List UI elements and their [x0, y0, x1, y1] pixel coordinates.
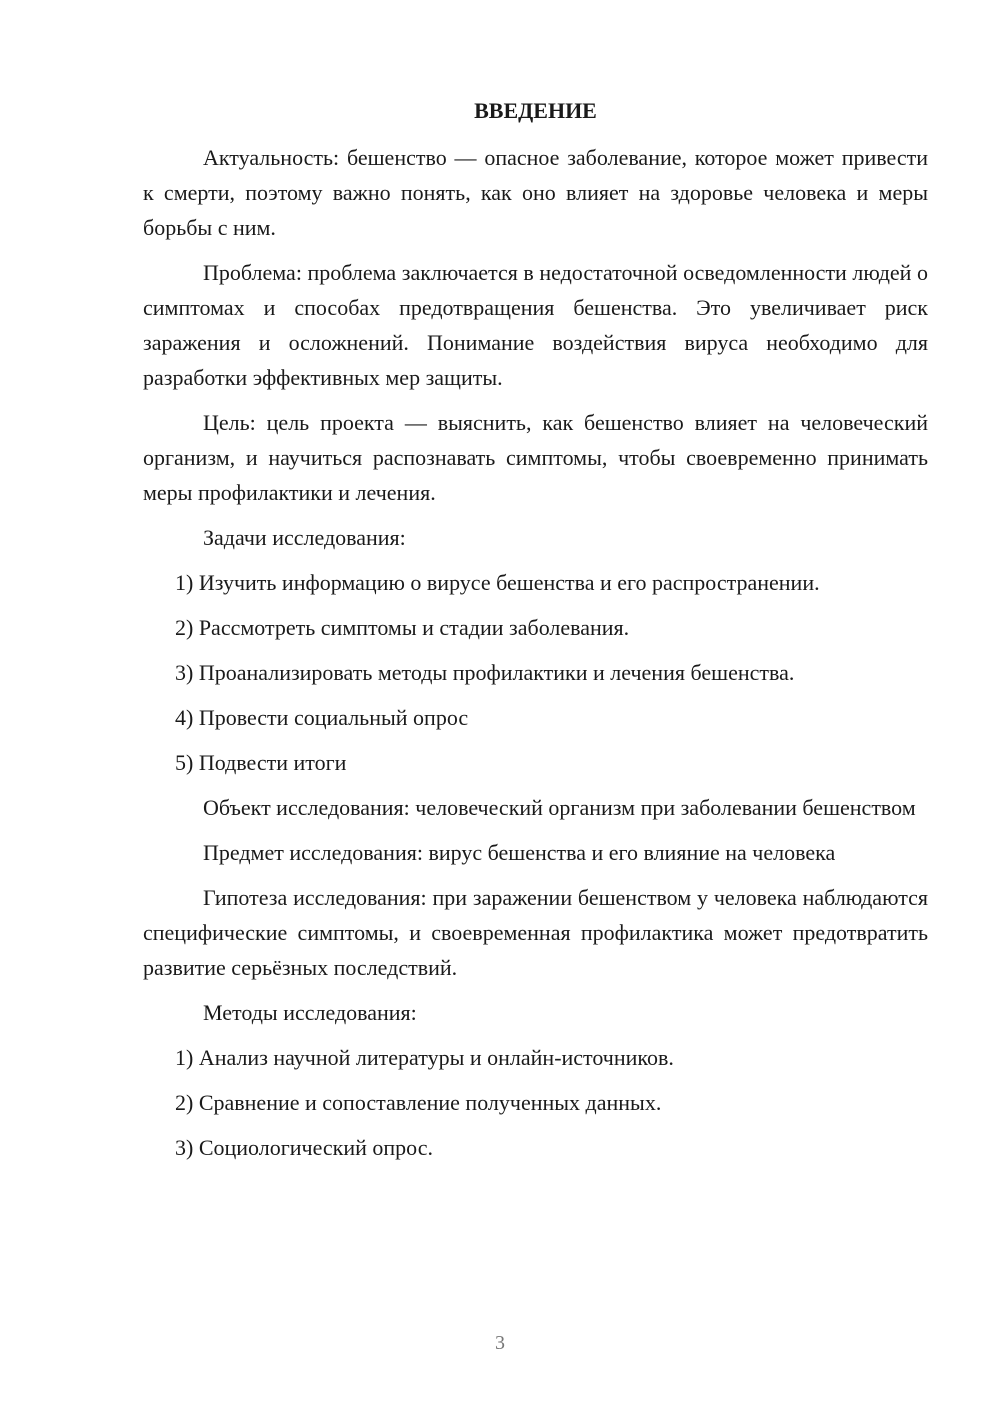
- document-page: [143, 94, 928, 1175]
- task-item: 2) Рассмотреть симптомы и стадии заболевания.: [175, 615, 630, 640]
- methods-heading: Методы исследования:: [203, 1000, 417, 1025]
- page-title: ВВЕДЕНИЕ: [474, 98, 597, 123]
- task-item: 3) Проанализировать методы профилактики и лечения бешенства.: [175, 660, 795, 685]
- hypothesis-paragraph: Гипотеза исследования: при заражении бешенством у человека наблюдаются специфические симптомы, и своевременная профилактика может предотвратить развитие серьёзных последствий.: [143, 885, 928, 980]
- task-item: 5) Подвести итоги: [175, 750, 347, 775]
- problem-paragraph: Проблема: проблема заключается в недостаточной осведомленности людей о симптомах и способах предотвращения бешенства. Это увеличивает риск заражения и осложнений. Понимание воздействия вируса необходимо для разработки эффективных мер защиты.: [143, 260, 928, 390]
- relevance-paragraph: Актуальность: бешенство — опасное заболевание, которое может привести к смерти, поэтому важно понять, как оно влияет на здоровье человека и меры борьбы с ним.: [143, 145, 928, 240]
- task-item: 4) Провести социальный опрос: [175, 705, 469, 730]
- subject-paragraph: Предмет исследования: вирус бешенства и его влияние на человека: [203, 840, 836, 865]
- tasks-heading: Задачи исследования:: [203, 525, 406, 550]
- task-item: 1) Изучить информацию о вирусе бешенства и его распространении.: [175, 570, 820, 595]
- tasks-list: [143, 565, 928, 780]
- method-item: 3) Социологический опрос.: [175, 1135, 433, 1160]
- method-item: 1) Анализ научной литературы и онлайн-источников.: [175, 1045, 674, 1070]
- method-item: 2) Сравнение и сопоставление полученных данных.: [175, 1090, 662, 1115]
- page-number: 3: [495, 1332, 505, 1354]
- object-paragraph: Объект исследования: человеческий организм при заболевании бешенством: [203, 795, 916, 820]
- methods-list: [143, 1040, 928, 1165]
- goal-paragraph: Цель: цель проекта — выяснить, как бешенство влияет на человеческий организм, и научиться распознавать симптомы, чтобы своевременно принимать меры профилактики и лечения.: [143, 410, 928, 505]
